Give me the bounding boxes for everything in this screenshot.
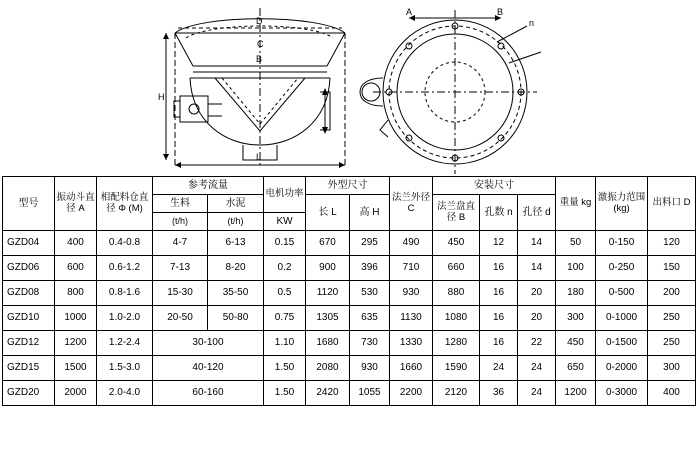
- cell-outlet: 250: [648, 306, 696, 331]
- cell-flow-raw: 7-13: [153, 256, 208, 281]
- cell-flange-plate: 450: [433, 231, 480, 256]
- cell-holes: 16: [480, 256, 518, 281]
- th-motor-power: 电机功率: [264, 177, 306, 213]
- cell-len: 2420: [306, 381, 350, 406]
- cell-len: 670: [306, 231, 350, 256]
- cell-hole-dia: 20: [518, 281, 556, 306]
- specification-table: [2, 176, 696, 406]
- cell-excite: 0-3000: [596, 381, 648, 406]
- table-row: [3, 306, 696, 331]
- cell-excite: 0-2000: [596, 356, 648, 381]
- table-row: [3, 281, 696, 306]
- cell-model: GZD20: [3, 381, 55, 406]
- cell-flange-plate: 1080: [433, 306, 480, 331]
- cell-flow-raw: 60-160: [153, 381, 264, 406]
- cell-silo-dia: 1.5-3.0: [97, 356, 153, 381]
- cell-flow-cement: 8-20: [208, 256, 264, 281]
- cell-power: 1.50: [264, 381, 306, 406]
- cell-hopper-dia: 800: [55, 281, 97, 306]
- table-row: [3, 256, 696, 281]
- cell-height: 295: [350, 231, 390, 256]
- cell-holes: 36: [480, 381, 518, 406]
- th-motor-power-unit: KW: [264, 213, 306, 231]
- spec-table-container: [2, 176, 691, 406]
- cell-hopper-dia: 600: [55, 256, 97, 281]
- cell-hopper-dia: 2000: [55, 381, 97, 406]
- cell-hopper-dia: 400: [55, 231, 97, 256]
- cell-hole-dia: 14: [518, 256, 556, 281]
- cell-outlet: 400: [648, 381, 696, 406]
- cell-power: 1.10: [264, 331, 306, 356]
- product-diagram: [0, 0, 647, 172]
- th-hole-count: 孔数 n: [480, 195, 518, 231]
- cell-flange-outer: 1130: [390, 306, 433, 331]
- cell-weight: 650: [556, 356, 596, 381]
- cell-power: 0.5: [264, 281, 306, 306]
- th-outer-height: 高 H: [350, 195, 390, 231]
- cell-hole-dia: 22: [518, 331, 556, 356]
- cell-len: 1120: [306, 281, 350, 306]
- cell-holes: 16: [480, 281, 518, 306]
- cell-excite: 0-150: [596, 231, 648, 256]
- cell-power: 0.75: [264, 306, 306, 331]
- cell-flange-plate: 2120: [433, 381, 480, 406]
- cell-flow-raw: 40-120: [153, 356, 264, 381]
- cell-weight: 50: [556, 231, 596, 256]
- table-row: [3, 381, 696, 406]
- cell-outlet: 150: [648, 256, 696, 281]
- cell-weight: 1200: [556, 381, 596, 406]
- cell-excite: 0-250: [596, 256, 648, 281]
- cell-hole-dia: 24: [518, 381, 556, 406]
- cell-hole-dia: 24: [518, 356, 556, 381]
- cell-hole-dia: 14: [518, 231, 556, 256]
- cell-silo-dia: 1.2-2.4: [97, 331, 153, 356]
- cell-hopper-dia: 1200: [55, 331, 97, 356]
- cell-height: 635: [350, 306, 390, 331]
- cell-len: 1305: [306, 306, 350, 331]
- cell-flow-cement: 50-80: [208, 306, 264, 331]
- cell-silo-dia: 2.0-4.0: [97, 381, 153, 406]
- th-outer-len: 长 L: [306, 195, 350, 231]
- th-weight: 重量 kg: [556, 177, 596, 231]
- cell-hole-dia: 20: [518, 306, 556, 331]
- cell-flange-plate: 1280: [433, 331, 480, 356]
- cell-weight: 300: [556, 306, 596, 331]
- cell-power: 0.15: [264, 231, 306, 256]
- cell-flow-raw: 30-100: [153, 331, 264, 356]
- cell-holes: 24: [480, 356, 518, 381]
- cell-excite: 0-1500: [596, 331, 648, 356]
- diagram-label-l: L: [256, 152, 262, 162]
- cell-height: 930: [350, 356, 390, 381]
- header-row-1: [3, 177, 696, 195]
- th-hopper-dia: 振动斗直径 A: [55, 177, 97, 231]
- cell-weight: 450: [556, 331, 596, 356]
- cell-model: GZD10: [3, 306, 55, 331]
- table-row: [3, 331, 696, 356]
- table-body: [3, 231, 696, 406]
- cell-holes: 16: [480, 306, 518, 331]
- th-flow-cement: 水泥: [208, 195, 264, 213]
- th-outer-size: 外型尺寸: [306, 177, 390, 195]
- cell-model: GZD15: [3, 356, 55, 381]
- cell-silo-dia: 0.4-0.8: [97, 231, 153, 256]
- th-flange-plate-dia: 法兰盘直径 B: [433, 195, 480, 231]
- table-row: [3, 231, 696, 256]
- cell-weight: 100: [556, 256, 596, 281]
- cell-height: 396: [350, 256, 390, 281]
- diagram-label-c: C: [257, 39, 264, 49]
- cell-silo-dia: 1.0-2.0: [97, 306, 153, 331]
- cell-model: GZD04: [3, 231, 55, 256]
- cell-flow-cement: 35-50: [208, 281, 264, 306]
- table-row: [3, 356, 696, 381]
- diagram-label-n: n: [529, 18, 535, 28]
- diagram-label-d: D: [256, 16, 263, 26]
- th-flange-outer-dia: 法兰外径 C: [390, 177, 433, 231]
- cell-silo-dia: 0.6-1.2: [97, 256, 153, 281]
- cell-flange-plate: 660: [433, 256, 480, 281]
- cell-model: GZD12: [3, 331, 55, 356]
- cell-hopper-dia: 1500: [55, 356, 97, 381]
- th-install-size: 安装尺寸: [433, 177, 556, 195]
- th-silo-dia: 相配料仓直径 Φ (M): [97, 177, 153, 231]
- cell-silo-dia: 0.8-1.6: [97, 281, 153, 306]
- th-model: 型号: [3, 177, 55, 231]
- cell-power: 1.50: [264, 356, 306, 381]
- cell-excite: 0-500: [596, 281, 648, 306]
- th-outlet-dia: 出料口 D: [648, 177, 696, 231]
- cell-flange-outer: 930: [390, 281, 433, 306]
- cell-flange-plate: 880: [433, 281, 480, 306]
- cell-holes: 16: [480, 331, 518, 356]
- cell-flange-plate: 1590: [433, 356, 480, 381]
- cell-model: GZD08: [3, 281, 55, 306]
- th-hole-dia: 孔径 d: [518, 195, 556, 231]
- th-flow-raw: 生料: [153, 195, 208, 213]
- cell-flange-outer: 2200: [390, 381, 433, 406]
- cell-power: 0.2: [264, 256, 306, 281]
- diagram-label-h: H: [158, 92, 165, 102]
- cell-outlet: 200: [648, 281, 696, 306]
- th-ref-flow: 参考流量: [153, 177, 264, 195]
- cell-height: 530: [350, 281, 390, 306]
- cell-flow-cement: 6-13: [208, 231, 264, 256]
- cell-flow-raw: 15-30: [153, 281, 208, 306]
- cell-outlet: 300: [648, 356, 696, 381]
- cell-height: 730: [350, 331, 390, 356]
- cell-flow-raw: 4-7: [153, 231, 208, 256]
- cell-flange-outer: 1330: [390, 331, 433, 356]
- diagram-label-a: A: [406, 7, 413, 17]
- cell-flange-outer: 1660: [390, 356, 433, 381]
- cell-height: 1055: [350, 381, 390, 406]
- table-header: [3, 177, 696, 231]
- diagram-label-b: B: [256, 54, 263, 64]
- cell-flange-outer: 710: [390, 256, 433, 281]
- cell-outlet: 250: [648, 331, 696, 356]
- cell-holes: 12: [480, 231, 518, 256]
- cell-model: GZD06: [3, 256, 55, 281]
- cell-excite: 0-1000: [596, 306, 648, 331]
- th-flow-cement-unit: (t/h): [208, 213, 264, 231]
- cell-weight: 180: [556, 281, 596, 306]
- cell-flange-outer: 490: [390, 231, 433, 256]
- cell-flow-raw: 20-50: [153, 306, 208, 331]
- cell-len: 2080: [306, 356, 350, 381]
- th-flow-raw-unit: (t/h): [153, 213, 208, 231]
- th-excite-range: 激振力范围(kg): [596, 177, 648, 231]
- diagram-label-b2: B: [497, 7, 504, 17]
- cell-outlet: 120: [648, 231, 696, 256]
- cell-len: 1680: [306, 331, 350, 356]
- cell-hopper-dia: 1000: [55, 306, 97, 331]
- cell-len: 900: [306, 256, 350, 281]
